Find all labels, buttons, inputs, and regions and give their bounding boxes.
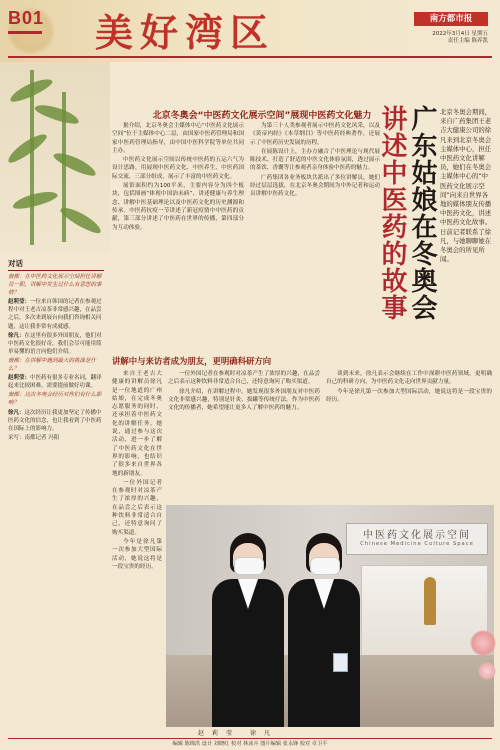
- article-column-2: [250, 122, 380, 350]
- flower-ornament: [478, 662, 496, 680]
- footer-credits: 编辑 陈锦洪 设计 刘晓红 校对 林冰卉 图片编辑 张永锋 校对 卓卫平: [172, 741, 328, 747]
- footer-divider: [8, 738, 492, 739]
- dialogue-heading: 对话: [8, 259, 23, 268]
- face-mask: [234, 557, 264, 575]
- article-column-5: [326, 370, 492, 500]
- dialogue-divider: [8, 270, 104, 271]
- answer-text: 一位来自韩国的记者在参观过程中对王老吉凉茶非常感兴趣，在品尝之后，多次来到展台向我们咨询相关问题，这让我非常有成就感。: [8, 299, 102, 330]
- speaker-name: 徐凡：: [8, 409, 25, 416]
- bamboo-leaf: [11, 188, 59, 211]
- vertical-title-line: 讲述中医药的故事: [377, 105, 407, 321]
- face-mask: [310, 557, 340, 575]
- photo-caption: [198, 728, 378, 737]
- dialogue-question: 南都：在讲解中遇到最大的挑战是什么？: [8, 357, 97, 373]
- article-column-4: [168, 370, 320, 500]
- article-column-3: [112, 370, 162, 732]
- sign-english-text: Chinese Medicine Culture Space: [360, 541, 474, 547]
- vertical-title-line: 广东姑娘在冬奥会: [407, 105, 437, 321]
- paragraph: 据介绍，北京冬奥会主媒体中心“中医药文化展示空间”位于主媒体中心二层，由国家中医药管理局和国家中医药管理局指导，由中国中医科学院等单位共同主办。: [112, 123, 244, 154]
- bamboo-illustration: [0, 62, 110, 252]
- paragraph: 今年是徐凡第一次参加大型国际活动，她说这将是一段宝贵的经历。: [326, 388, 492, 403]
- dialogue-answer: [8, 409, 106, 433]
- flower-ornament: [470, 630, 496, 656]
- paragraph: 中医药文化展示空间以传统中医药的五运六气为设计思路，用展现中医药文化、中医养生、中医药国际交流、三部分组成，展示了丰富的中医药文化。: [112, 157, 244, 180]
- article-headline: 北京冬奥会“中医药文化展示空间”展现中医药文化魅力: [152, 111, 372, 121]
- paragraph: 来自王老吉大健康的讲解员徐凡是一位地道的广州姑娘，在完成冬奥志愿服务的同时，还承担着中医药文化的讲解任务。她说，通过参与这次活动，进一步了解了中医药文化在世界的影响，也结识了很多来自世界各地的新朋友。: [112, 371, 162, 477]
- paragraph: 在展陈设计上，主办方融合了中医理论与现代展陈技术，打造了舒适的中医文化体验氛围，透过展示的茶饮、香囊等让参观者亲身体验中医药的魅力。: [250, 148, 380, 172]
- masthead-logo: 南方都市报: [414, 12, 488, 26]
- article-column-1: [112, 122, 244, 350]
- dialogue-answer: [8, 374, 106, 390]
- dialogue-answer: [8, 332, 106, 356]
- answer-text: 这次经历让我更加坚定了传播中医药文化的信念，也让我看到了中医药在国际上的影响力。: [8, 409, 102, 432]
- paragraph: 为第三十人类参观者展示中医药文化风采，以及《黄帝内经》《本草纲目》等中医药经典著作，还展示了中医药历史发展的历程。: [250, 123, 380, 146]
- bamboo-leaf: [5, 130, 50, 166]
- person-left: [208, 533, 288, 727]
- page-number: B01: [8, 8, 45, 28]
- paragraph: 谈到未来，徐凡表示会继续在工作中深耕中医药领域，更明确自己的科研方向，为中医药文化走向世界贡献力量。: [326, 371, 492, 386]
- dialogue-answer: [8, 298, 106, 330]
- person-right: [284, 533, 364, 727]
- paragraph: 一位外国记者在参观时对凉茶产生了浓厚的兴趣，在品尝之后表示这种饮料非常适合自己，还特意询问了购买渠道。: [168, 371, 320, 386]
- caption-name: 赵莉莹: [198, 730, 241, 737]
- paragraph: 广药集团各业务板块共派出了多位讲解员，她们经过层层选拔，在北京冬奥会期间为中外记者和运动员讲解中医药文化。: [250, 174, 380, 198]
- paragraph: 展馆面积约为100平米，主要内容分为四个板块，包括图画“体现中国治未病”、讲述健康与养生理念、讲解中医基础理论以及中医药文化的历史渊源和传承。中医药抗疫一节讲述了新冠疫情中中医药的贡献，第三部分讲述了中医药在世界的传播，第四部分为互动体验。: [112, 183, 244, 231]
- speaker-name: 赵莉莹：: [8, 375, 31, 382]
- page-header: [0, 0, 500, 62]
- sub-headline: 讲解中与来访者成为朋友，更明确科研方向: [112, 356, 272, 366]
- dialogue-column: [8, 273, 106, 713]
- page-number-bar: [8, 31, 42, 34]
- bamboo-leaf: [33, 101, 80, 127]
- paragraph: 徐凡介绍，在讲解过程中，她发现很多外国朋友对中医药文化非常感兴趣，特别是针灸、拔罐等传统疗法。作为中医药文化的传播者，她希望能让更多人了解中医药的魅力。: [168, 388, 320, 412]
- speaker-name: 徐凡：: [8, 332, 25, 339]
- answer-text: 在这里有很多外国朋友，他们对中医药文化很好奇，我们会尽可能用简单易懂的语言向他们介绍。: [8, 332, 102, 355]
- bamboo-leaf: [52, 149, 99, 179]
- dialogue-question: 南都：这次冬奥会经历对你们有什么影响？: [8, 392, 102, 407]
- editor-credits: 责任主编 陈养凯: [447, 38, 488, 44]
- header-divider: [8, 56, 492, 58]
- dialogue-question: 南都：在中医药文化展示空间担任讲解员一职，讲解中发生过什么有意思的事情？: [8, 274, 102, 297]
- section-title: 美好湾区: [95, 10, 276, 55]
- sign-chinese-text: 中医药文化展示空间: [363, 530, 471, 541]
- exhibition-sign: [346, 523, 488, 555]
- golden-statue: [424, 577, 436, 625]
- lead-paragraph: 北京冬奥会期间，来自广药集团王老吉大健康公司的徐凡来到北京冬奥会主媒体中心，担任中医药文化讲解员，她们在冬奥会主媒体中心的“中医药文化展示空间”向来自世界各地的媒体朋友传播中医药文化，讲述中医药文化故事。日前记者联系了徐凡，与她聊聊她在冬奥会的所见所闻。: [440, 108, 492, 264]
- publication-date: 2022年3月4日 星期五: [432, 31, 488, 37]
- id-badge: [333, 653, 348, 672]
- answer-text: 中医药有很多专业名词，翻译起来比较困难，需要提前做好功课。: [8, 375, 102, 390]
- paragraph: 今年是徐凡第一次参加大型国际活动，她说这将是一段宝贵的经历。: [112, 538, 162, 570]
- speaker-name: 赵莉莹：: [8, 299, 31, 306]
- caption-name: 徐凡: [249, 730, 278, 737]
- byline: 采写：南都记者 冯阳: [8, 434, 60, 441]
- paragraph: 一位外国记者在参观时对凉茶产生了浓厚的兴趣，在品尝之后表示这种饮料非常适合自己，还特意询问了购买渠道。: [112, 479, 162, 536]
- exhibition-photo: [166, 505, 494, 727]
